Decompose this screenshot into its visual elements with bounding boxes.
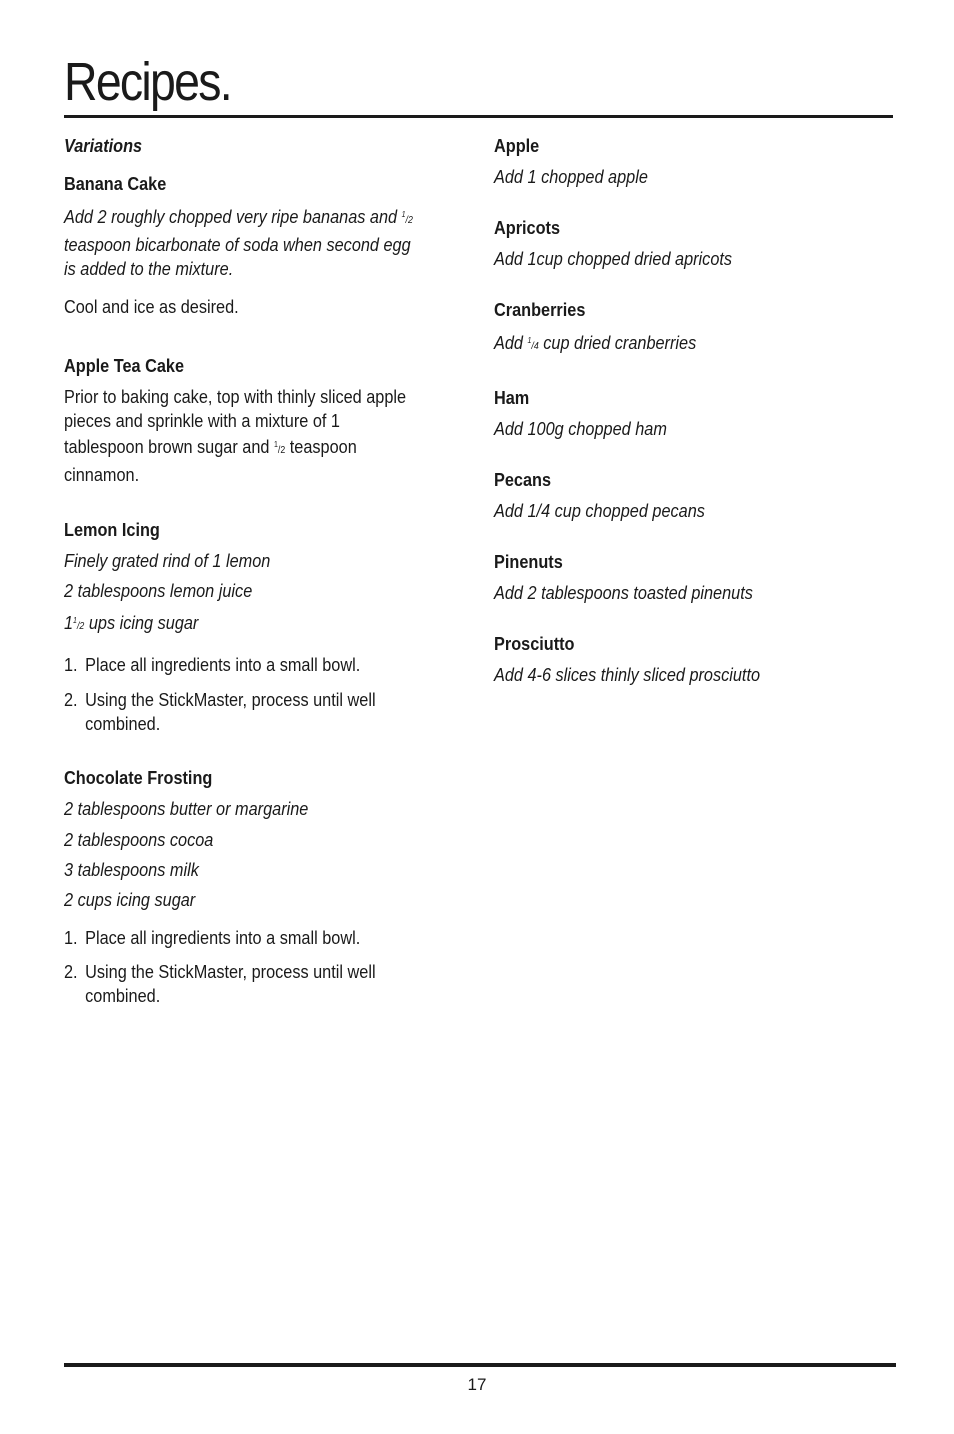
chocolate-frosting-ingredient: 2 cups icing sugar: [64, 889, 196, 910]
banana-cake-section: [64, 172, 469, 319]
fraction: $^1$/2: [73, 616, 85, 632]
apple-tea-cake-heading: Apple Tea Cake: [64, 355, 185, 376]
lemon-icing-section: [64, 518, 469, 736]
right-column: [494, 134, 894, 687]
apple-tea-cake-section: [64, 354, 469, 487]
ham-heading: Ham: [494, 387, 530, 408]
pinenuts-heading: Pinenuts: [494, 551, 563, 572]
banana-cake-note: Cool and ice as desired.: [64, 296, 239, 317]
fraction: $^1$/2: [401, 210, 413, 226]
pinenuts-variation: [494, 550, 894, 605]
prosciutto-heading: Prosciutto: [494, 633, 575, 654]
cranberries-heading: Cranberries: [494, 299, 586, 320]
prosciutto-variation: [494, 632, 894, 687]
variations-label: Variations: [64, 135, 143, 156]
cranberries-variation: [494, 298, 894, 359]
banana-cake-line: Add 2 roughly chopped very ripe bananas and $^1$/2: [64, 206, 413, 227]
lemon-icing-step: 2. Using the StickMaster, process until well: [64, 689, 376, 710]
banana-cake-line: teaspoon bicarbonate of soda when second egg: [64, 234, 411, 255]
chocolate-frosting-heading: Chocolate Frosting: [64, 767, 213, 788]
chocolate-frosting-ingredient: 2 tablespoons cocoa: [64, 829, 214, 850]
chocolate-frosting-ingredient: 3 tablespoons milk: [64, 859, 199, 880]
prosciutto-text: Add 4-6 slices thinly sliced prosciutto: [494, 664, 761, 685]
apple-tea-cake-line: Prior to baking cake, top with thinly sliced apple: [64, 386, 407, 407]
lemon-icing-ingredient: $1^1/2$ ups icing sugar: [64, 612, 199, 633]
pinenuts-text: Add 2 tablespoons toasted pinenuts: [494, 582, 753, 603]
apricots-heading: Apricots: [494, 217, 561, 238]
lemon-icing-heading: Lemon Icing: [64, 519, 160, 540]
left-column: [64, 134, 469, 1008]
fraction: $^1$/4: [527, 336, 539, 352]
chocolate-frosting-section: [64, 766, 469, 1008]
chocolate-frosting-step: 1. Place all ingredients into a small bowl.: [64, 927, 361, 948]
apple-variation: [494, 134, 894, 189]
apricots-text: Add 1cup chopped dried apricots: [494, 248, 733, 269]
cranberries-text: Add $^1$/4 cup dried cranberries: [494, 332, 697, 353]
banana-cake-line: is added to the mixture.: [64, 258, 234, 279]
page-title: Recipes.: [64, 52, 231, 112]
chocolate-frosting-step: 2. Using the StickMaster, process until well: [64, 961, 376, 982]
chocolate-frosting-ingredient: 2 tablespoons butter or margarine: [64, 798, 309, 819]
apple-text: Add 1 chopped apple: [494, 166, 648, 187]
footer-rule: [64, 1363, 896, 1367]
ham-text: Add 100g chopped ham: [494, 418, 667, 439]
apple-tea-cake-line: cinnamon.: [64, 464, 140, 485]
apple-heading: Apple: [494, 135, 540, 156]
apple-tea-cake-line: pieces and sprinkle with a mixture of 1: [64, 410, 340, 431]
banana-cake-heading: Banana Cake: [64, 173, 167, 194]
header-rule: [64, 115, 893, 118]
pecans-heading: Pecans: [494, 469, 552, 490]
lemon-icing-step-continued: combined.: [85, 713, 161, 734]
lemon-icing-ingredient: Finely grated rind of 1 lemon: [64, 550, 271, 571]
pecans-text: Add 1/4 cup chopped pecans: [494, 500, 705, 521]
ham-variation: [494, 386, 894, 441]
apricots-variation: [494, 216, 894, 271]
apple-tea-cake-line: tablespoon brown sugar and $^1$/2 teaspoon: [64, 436, 357, 457]
fraction: $^1$/2: [273, 440, 286, 456]
lemon-icing-step: 1. Place all ingredients into a small bowl.: [64, 654, 361, 675]
lemon-icing-ingredient: 2 tablespoons lemon juice: [64, 580, 253, 601]
pecans-variation: [494, 468, 894, 523]
page-number: 17: [467, 1375, 487, 1394]
chocolate-frosting-step-continued: combined.: [85, 985, 161, 1006]
